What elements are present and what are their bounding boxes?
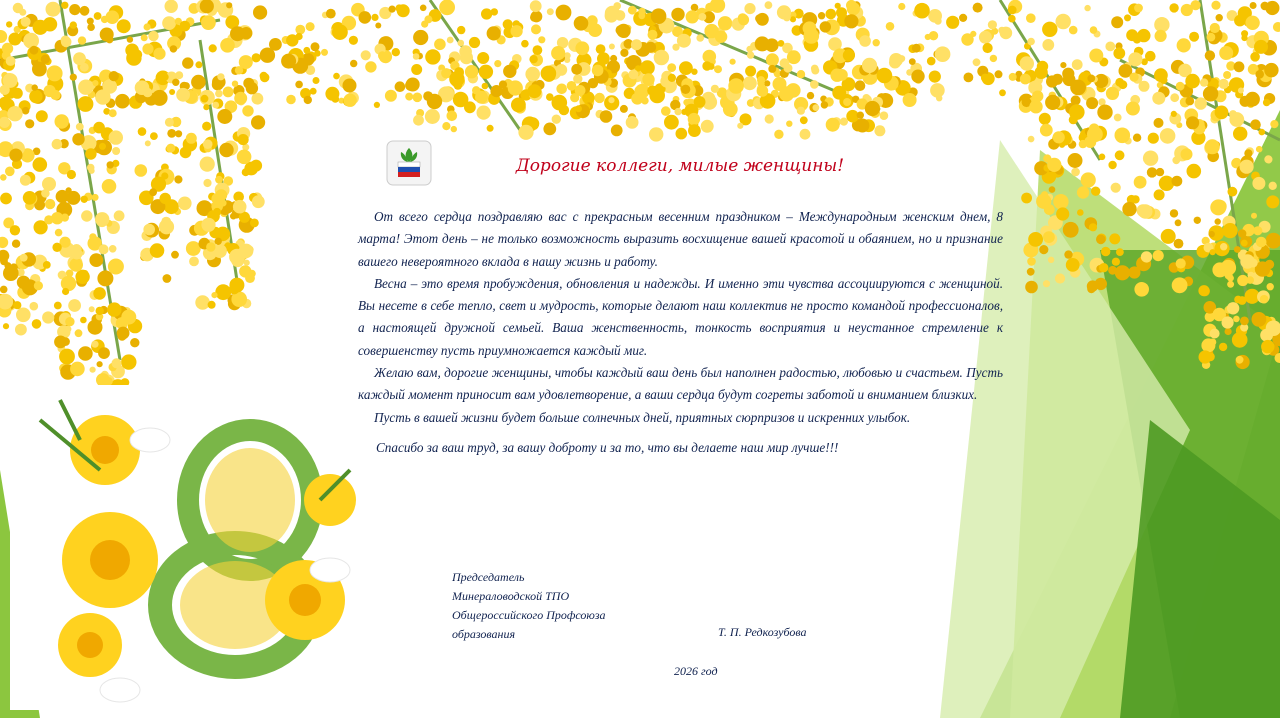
signature-line: Минераловодской ТПО	[452, 589, 570, 603]
year: 2026 год	[674, 664, 718, 678]
signature-line: образования	[452, 627, 516, 641]
paragraph: Весна – это время пробуждения, обновления и надежды. И именно эти чувства ассоциируются с женщиной. Вы несете в себе тепло, свет и мудрость, которые делают наш коллектив не просто командой профессионалов, а настоящей дружной семьей. Ваша женственность, тонкость восприятия и неустанное стремление к совершенству пусть приумножается каждый миг.	[358, 275, 1003, 358]
letter-title: Дорогие коллеги, милые женщины!	[515, 156, 845, 176]
closing-line: Спасибо за ваш труд, за вашу доброту и за то, что вы делаете наш мир лучше!!!	[376, 439, 839, 455]
paragraph: От всего сердца поздравляю вас с прекрасным весенним праздником – Международным женским днем, 8 марта! Этот день – не только возможность выразить восхищение вашей красотой и обаянием, но и признание вашего невероятного вклада в нашу жизнь и работу.	[358, 209, 1003, 269]
signature-block	[452, 568, 606, 644]
signature-line: Председатель	[452, 570, 525, 584]
paragraph: Желаю вам, дорогие женщины, чтобы каждый ваш день был наполнен радостью, любовью и счастьем. Пусть каждый момент приносит вам удовлетворение, а ваши сердца будут согреты заботой и вниманием близких.	[358, 365, 1003, 403]
union-logo-icon	[386, 140, 432, 186]
eight-flowers-decor	[10, 385, 385, 710]
letter-body	[358, 206, 1003, 459]
signature-line: Общероссийского Профсоюза	[452, 608, 606, 622]
signer-name: Т. П. Редкозубова	[718, 625, 807, 639]
paragraph: Пусть в вашей жизни будет больше солнечных дней, приятных сюрпризов и искренних улыбок.	[374, 409, 911, 425]
